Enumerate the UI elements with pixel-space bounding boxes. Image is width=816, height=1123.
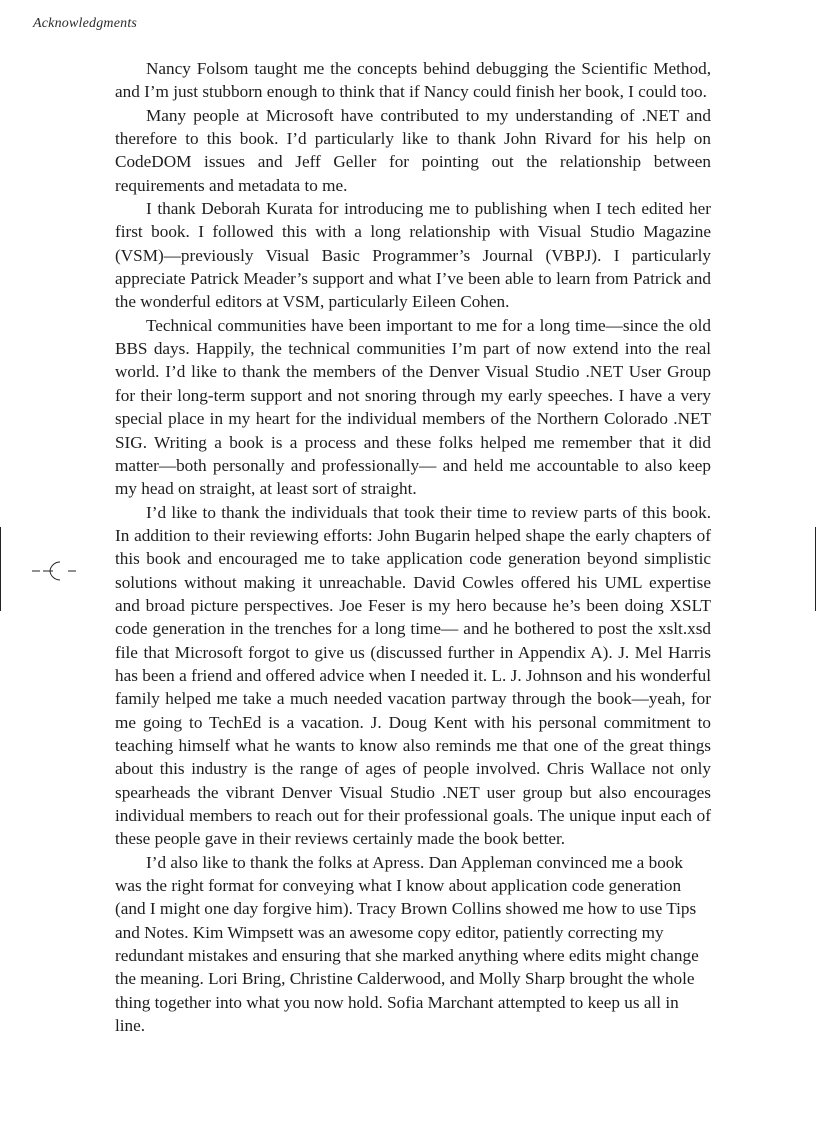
paragraph: I’d also like to thank the folks at Apress. Dan Appleman convinced me a book was the right format for conveying what I know about application code generation (and I might one day forgive him). Tracy Brown Collins showed me how to use Tips and Notes. Kim Wimpsett was an awesome copy editor, patiently correcting my redundant mistakes and ensuring that she marked anything where edits might change the meaning. Lori Bring, Christine Calderwood, and Molly Sharp brought the whole thing together into what you now hold. Sofia Marchant attempted to keep us all in line. [115,852,699,1036]
paragraph: Nancy Folsom taught me the concepts behind debugging the Scientific Method, and I’m just stubborn enough to think that if Nancy could finish her book, I could too. [115,59,711,102]
left-crop-line [0,527,1,611]
paragraph: Many people at Microsoft have contributed to my understanding of .NET and therefore to this book. I’d particularly like to thank John Rivard for his help on CodeDOM issues and Jeff Geller for pointing out the relationship between requirements and metadata to me. [115,105,711,195]
crop-registration-mark-icon [32,556,76,586]
paragraph: Technical communities have been important to me for a long time—since the old BBS days. Happily, the technical communities I’m part of now extend into the real world. I’d like to thank the members of the Denver Visual Studio .NET User Group for their long-term support and not snoring through my early speeches. I have a very special place in my heart for the individual members of the Northern Colorado .NET SIG. Writing a book is a process and these folks helped me remember that it did matter—both personally and professionally— and held me accountable to also keep my head on straight, at least sort of straight. [115,315,711,499]
paragraph: I thank Deborah Kurata for introducing me to publishing when I tech edited her first book. I followed this with a long relationship with Visual Studio Magazine (VSM)—previously Visual Basic Programmer’s Journal (VBPJ). I particularly appreciate Patrick Meader’s support and what I’ve been able to learn from Patrick and the wonderful editors at VSM, particularly Eileen Cohen. [115,199,711,312]
paragraph: I’d like to thank the individuals that took their time to review parts of this book. In addition to their reviewing efforts: John Bugarin helped shape the early chapters of this book and encouraged me to take application code generation beyond simplistic solutions without making it unreachable. David Cowles offered his UML expertise and broad picture perspectives. Joe Feser is my hero because he’s been doing XSLT code generation in the trenches for a long time— and he bothered to post the xslt.xsd file that Microsoft forgot to give us (discussed further in Appendix A). J. Mel Harris has been a friend and offered advice when I needed it. L. J. Johnson and his wonderful family helped me take a much needed vacation partway through the book—yeah, for me going to TechEd is a vacation. J. Doug Kent with his personal commitment to teaching himself what he wants to know also reminds me that one of the great things about this industry is the range of ages of people involved. Chris Wallace not only spearheads the vibrant Denver Visual Studio .NET user group but also encourages individual members to reach out for their professional goals. The unique input each of these people gave in their reviews certainly made the book better. [115,502,711,849]
running-head: Acknowledgments [33,16,138,31]
body-text [115,57,711,1037]
